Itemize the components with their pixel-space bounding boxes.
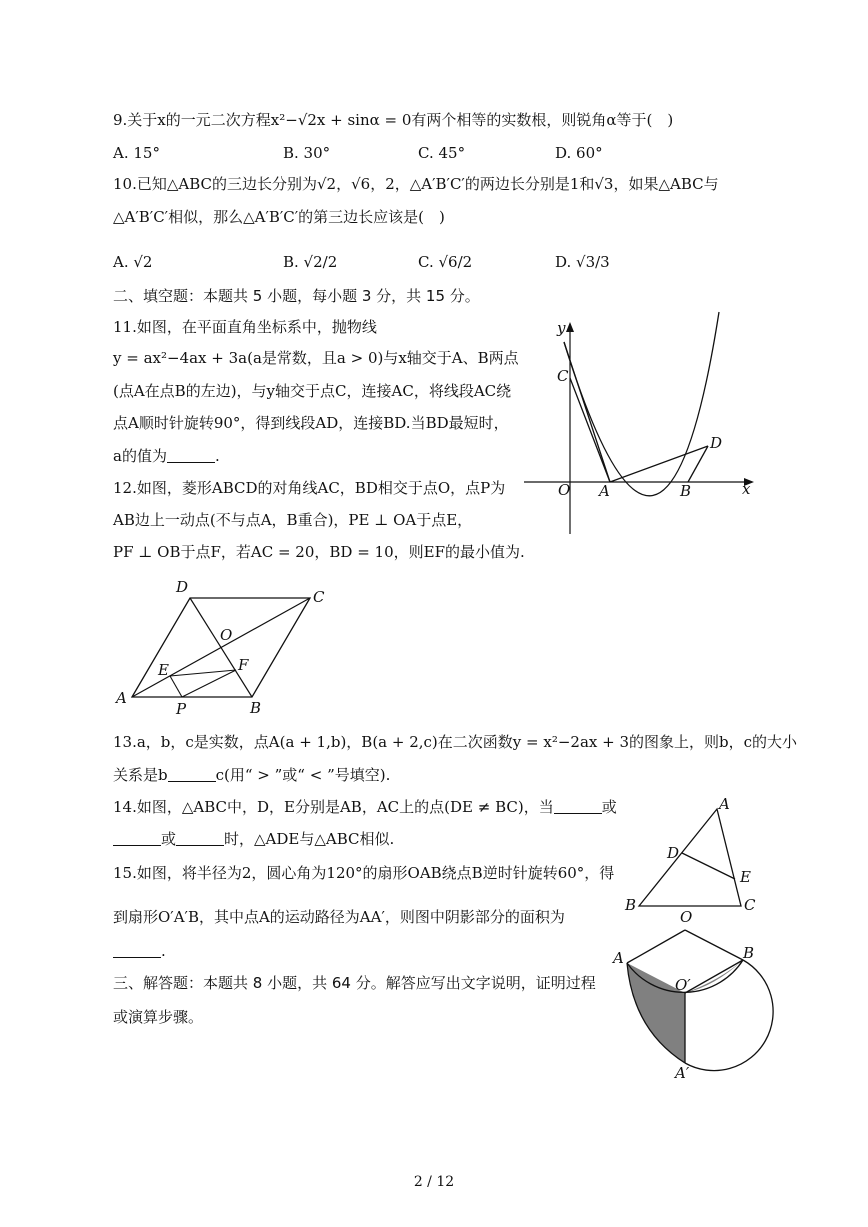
q15-answer-blank[interactable] — [113, 943, 161, 958]
fig15-label-o-prime: O′ — [675, 976, 691, 994]
q10-option-c: C. √6/2 — [418, 253, 473, 271]
q11-line5-end: . — [214, 447, 220, 465]
q13-line2 — [113, 764, 390, 786]
fig15-label-b: B — [743, 944, 755, 962]
q9-option-d: D. 60° — [555, 144, 603, 162]
q12-figure — [110, 578, 340, 718]
section2-heading: 二、填空题：本题共 5 小题，每小题 3 分，共 15 分。 — [113, 287, 480, 305]
q15-figure — [605, 908, 775, 1088]
q10-option-d: D. √3/3 — [555, 253, 610, 271]
fig12-label-e: E — [158, 661, 169, 679]
q12-line2: AB边上一动点(不与点A，B重合)，PE ⊥ OA于点E， — [113, 511, 473, 529]
q12-line3-end: . — [520, 543, 525, 561]
fig11-label-b: B — [680, 482, 692, 500]
q11-figure — [520, 318, 770, 538]
q14-answer-blank-1[interactable] — [554, 799, 602, 814]
fig15-label-a-prime: A′ — [675, 1064, 690, 1082]
q14-line1-or: 或 — [601, 798, 617, 816]
q15-line3 — [113, 940, 166, 962]
fig11-label-x: x — [742, 480, 751, 498]
page-number: 2 / 12 — [413, 1174, 455, 1190]
q14-line2 — [113, 828, 394, 850]
fig14-label-e: E — [740, 868, 751, 886]
q14-figure — [625, 795, 765, 915]
fig15-label-o: O — [680, 908, 693, 926]
fig12-label-o: O — [220, 626, 233, 644]
fig11-label-d: D — [710, 434, 723, 452]
q10-option-b: B. √2/2 — [283, 253, 338, 271]
q11-answer-blank[interactable] — [167, 448, 215, 463]
q13-line2-text: 关系是b — [113, 766, 168, 784]
fig12-label-c: C — [313, 588, 325, 606]
q10-option-a: A. √2 — [113, 253, 153, 271]
q12-line3: PF ⊥ OB于点F，若AC = 20，BD = 10，则EF的最小值为 — [113, 543, 520, 561]
q15-line2: 到扇形O′A′B，其中点A的运动路径为AA′，则图中阴影部分的面积为 — [113, 908, 565, 926]
fig14-label-b: B — [625, 896, 637, 914]
q11-line5-text: a的值为 — [113, 447, 167, 465]
q14-line2-or: 或 — [161, 830, 177, 848]
q15-line1: 15.如图，将半径为2，圆心角为120°的扇形OAB绕点B逆时针旋转60°，得 — [113, 864, 615, 882]
q13-line2-end: c(用“ > ”或“ < ”号填空). — [215, 766, 391, 784]
q14-answer-blank-2[interactable] — [113, 831, 161, 846]
q14-line1 — [113, 796, 617, 818]
q11-line1: 11.如图，在平面直角坐标系中，抛物线 — [113, 318, 377, 336]
fig14-label-c: C — [744, 896, 756, 914]
q9-option-a: A. 15° — [113, 144, 160, 162]
fig12-label-d: D — [176, 578, 189, 596]
fig12-label-f: F — [238, 656, 249, 674]
fig11-label-c: C — [557, 367, 569, 385]
fig12-label-b: B — [250, 699, 262, 717]
q9-option-b: B. 30° — [283, 144, 331, 162]
q14-line2-end: 时，△ADE与△ABC相似. — [224, 830, 395, 848]
fig11-label-y: y — [557, 319, 566, 337]
q13-answer-blank[interactable] — [168, 767, 216, 782]
q9-stem: 9.关于x的一元二次方程x²−√2x + sinα = 0有两个相等的实数根，则锐角α等于( ) — [113, 111, 674, 129]
section3-line2: 或演算步骤。 — [113, 1008, 204, 1026]
fig12-label-p: P — [176, 700, 187, 718]
fig11-label-a: A — [599, 482, 610, 500]
q11-line5 — [113, 445, 220, 467]
q13-line1: 13.a，b，c是实数，点A(a + 1,b)，B(a + 2,c)在二次函数y = x²−2ax + 3的图象上，则b，c的大小 — [113, 733, 798, 751]
fig15-label-a: A — [613, 949, 624, 967]
q12-line1: 12.如图，菱形ABCD的对角线AC，BD相交于点O，点P为 — [113, 479, 506, 497]
fig12-label-a: A — [116, 689, 127, 707]
q11-line4: 点A顺时针旋转90°，得到线段AD，连接BD.当BD最短时， — [113, 414, 509, 432]
fig14-label-a: A — [719, 795, 730, 813]
q14-answer-blank-3[interactable] — [176, 831, 224, 846]
q14-line1-text: 14.如图，△ABC中，D，E分别是AB，AC上的点(DE ≠ BC)，当 — [113, 798, 554, 816]
q11-line2: y = ax²−4ax + 3a(a是常数，且a > 0)与x轴交于A、B两点 — [113, 349, 519, 367]
section3-line1: 三、解答题：本题共 8 小题，共 64 分。解答应写出文字说明，证明过程 — [113, 974, 596, 992]
q15-line3-end: . — [161, 942, 166, 960]
q9-option-c: C. 45° — [418, 144, 466, 162]
q10-line2: △A′B′C′相似，那么△A′B′C′的第三边长应该是( ) — [113, 208, 445, 226]
fig11-label-o: O — [558, 481, 571, 499]
fig14-label-d: D — [667, 844, 680, 862]
q10-line1: 10.已知△ABC的三边长分别为√2，√6，2，△A′B′C′的两边长分别是1和√3，如果△ABC与 — [113, 175, 719, 193]
q11-line3: (点A在点B的左边)，与y轴交于点C，连接AC，将线段AC绕 — [113, 382, 512, 400]
